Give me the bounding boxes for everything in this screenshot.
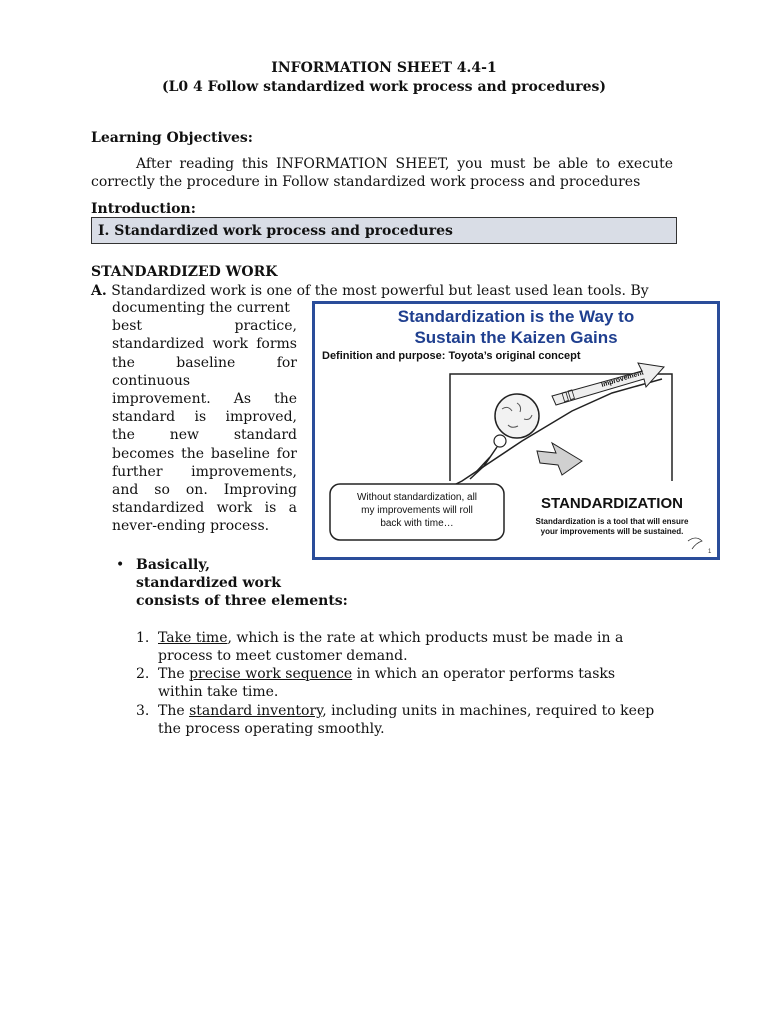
wrap-line: standardized work forms — [112, 336, 297, 353]
list-number: 2. — [136, 666, 150, 682]
wrap-line: and so on. Improving — [112, 482, 297, 499]
list-item-line2: process to meet customer demand. — [158, 648, 408, 664]
bullet-icon: • — [116, 557, 125, 573]
bullet-text — [136, 556, 436, 610]
wrap-line: improvement. As the — [112, 391, 297, 408]
document-subtitle: (L0 4 Follow standardized work process and procedures) — [161, 79, 607, 95]
speech-bubble — [330, 484, 504, 540]
figure-title-line1: Standardization is the Way to — [397, 307, 635, 326]
objectives-body: After reading this INFORMATION SHEET, you must be able to execute correctly the procedure in Follow standardized work process and procedures — [91, 156, 673, 190]
list-item-pre: The — [158, 666, 190, 682]
paragraph-a-wrapped — [112, 299, 297, 536]
list-item-text — [158, 629, 698, 665]
wrap-line: best practice, — [112, 318, 297, 335]
paragraph-marker: A. — [91, 283, 107, 299]
bullet-line: consists of three elements: — [136, 593, 348, 609]
wrap-line: continuous — [112, 372, 191, 389]
figure-subtitle: Definition and purpose: Toyota’s original concept — [322, 350, 581, 362]
document-title: INFORMATION SHEET 4.4-1 — [271, 60, 497, 76]
list-item-line2: within take time. — [158, 684, 279, 700]
caption-line1: Standardization is a tool that will ensure — [535, 517, 689, 526]
arrow-label: Improvement — [600, 369, 645, 389]
list-number: 1. — [136, 630, 150, 646]
bullet-line: standardized work — [136, 575, 281, 591]
list-item-post: , including units in machines, required to keep — [322, 703, 655, 719]
list-item-text — [158, 665, 698, 701]
list-item-post: , which is the rate at which products must be made in a — [227, 630, 624, 646]
bubble-line1: Without standardization, all — [356, 492, 478, 503]
standardized-work-heading: STANDARDIZED WORK — [91, 264, 278, 280]
list-item-term: precise work sequence — [189, 666, 353, 682]
paragraph-a-first-line — [91, 282, 691, 300]
paragraph-a-text: Standardized work is one of the most powerful but least used lean tools. By — [111, 283, 649, 299]
wrap-line: documenting the current — [112, 300, 290, 316]
list-item-line2: the process operating smoothly. — [158, 721, 385, 737]
introduction-heading: Introduction: — [91, 201, 196, 217]
objectives-heading: Learning Objectives: — [91, 130, 253, 146]
list-number: 3. — [136, 703, 150, 719]
list-item-post: in which an operator performs tasks — [352, 666, 616, 682]
list-item-term: Take time — [158, 630, 228, 646]
figure-page-number: 1 — [708, 549, 712, 555]
section-title-box — [91, 217, 677, 244]
wrap-line: never-ending process. — [112, 518, 270, 535]
bubble-line2: my improvements will roll — [361, 505, 473, 516]
wrap-line: the new standard — [112, 427, 297, 444]
standardization-figure — [312, 301, 720, 560]
caption-title: STANDARDIZATION — [541, 495, 683, 512]
wrap-line: standardized work is a — [112, 500, 297, 517]
bubble-line3: back with time… — [380, 518, 454, 529]
list-item-pre: The — [158, 703, 190, 719]
bullet-line: Basically, — [136, 557, 211, 573]
list-item-term: standard inventory — [189, 703, 323, 719]
wrap-line: further improvements, — [112, 463, 297, 480]
figure-title-line2: Sustain the Kaizen Gains — [414, 328, 618, 347]
wrap-line: the baseline for — [112, 354, 297, 371]
wrap-line: becomes the baseline for — [112, 445, 297, 462]
caption-line2: your improvements will be sustained. — [540, 527, 684, 536]
list-item-text — [158, 702, 698, 738]
section-title: I. Standardized work process and procedures — [98, 223, 453, 239]
wrap-line: standard is improved, — [112, 409, 297, 426]
